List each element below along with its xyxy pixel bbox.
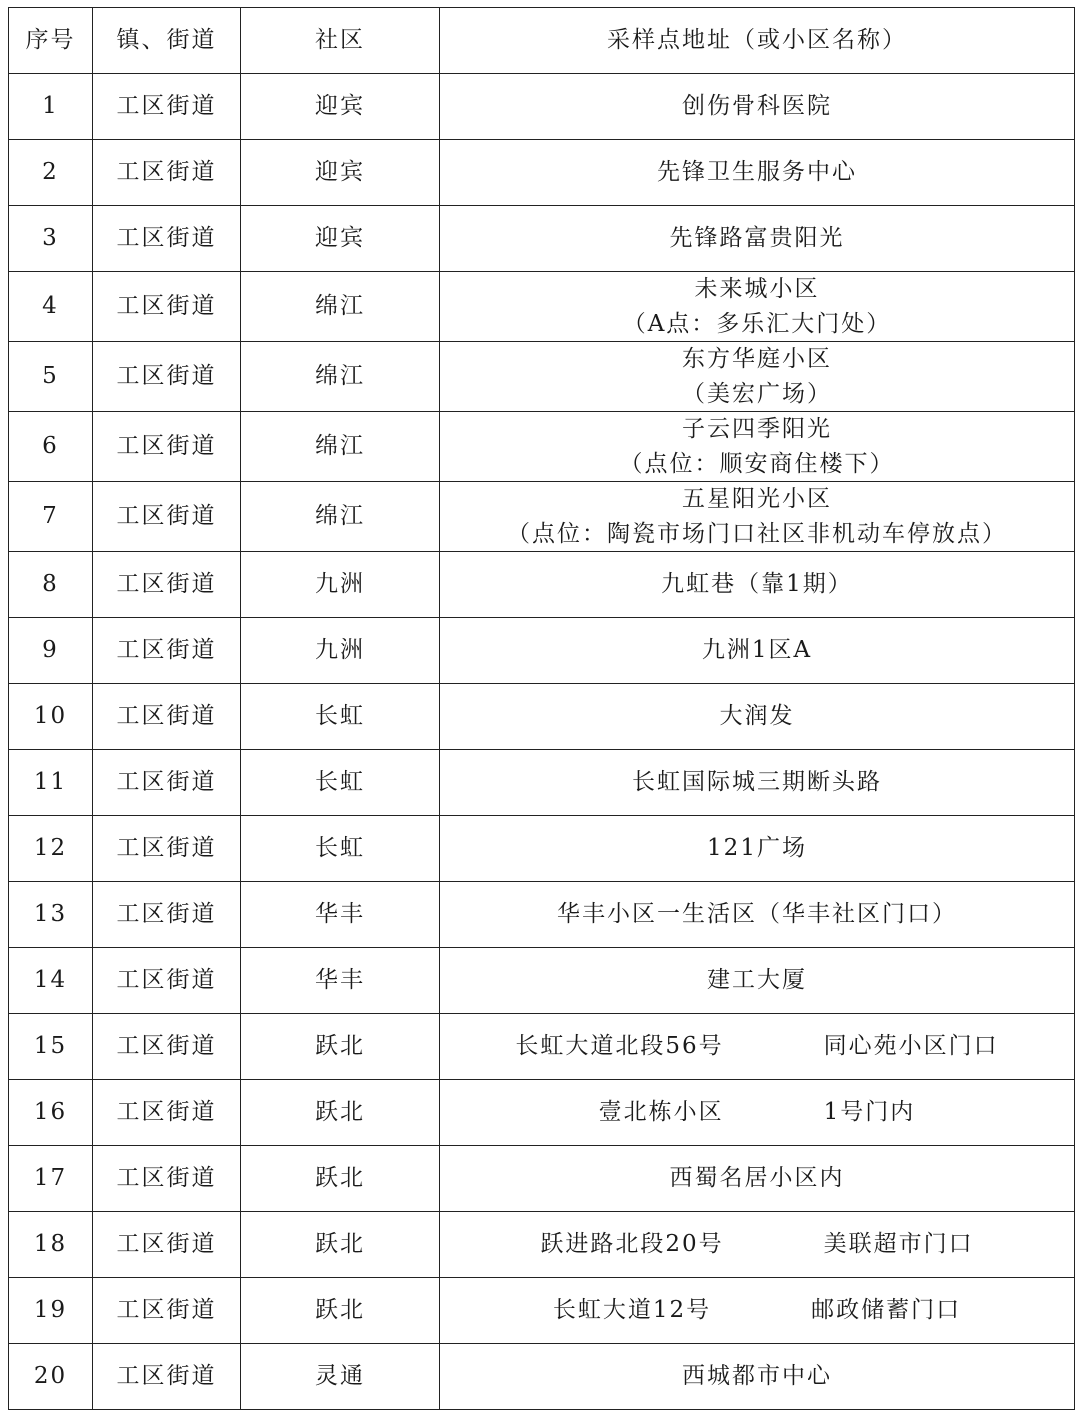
cell-address xyxy=(440,272,1075,342)
cell-community: 绵江 xyxy=(241,342,440,412)
table-row xyxy=(9,74,1075,140)
address-main: 九虹巷（靠1期） xyxy=(661,571,853,598)
address-main: 西蜀名居小区内 xyxy=(669,1165,845,1192)
cell-no: 2 xyxy=(9,140,93,206)
address-main: 华丰小区一生活区（华丰社区门口） xyxy=(557,901,957,928)
cell-street: 工区街道 xyxy=(93,1344,241,1410)
table-row xyxy=(9,1080,1075,1146)
address-main: 先锋路富贵阳光 xyxy=(669,225,845,252)
cell-community: 长虹 xyxy=(241,684,440,750)
cell-address xyxy=(440,1014,1075,1080)
header-address: 采样点地址（或小区名称） xyxy=(440,8,1075,74)
table-row xyxy=(9,482,1075,552)
cell-street: 工区街道 xyxy=(93,342,241,412)
table-row xyxy=(9,684,1075,750)
cell-address xyxy=(440,1080,1075,1146)
cell-street: 工区街道 xyxy=(93,882,241,948)
cell-street: 工区街道 xyxy=(93,948,241,1014)
address-detail: 同心苑小区门口 xyxy=(823,1033,999,1060)
address-main: 跃进路北段20号 xyxy=(540,1231,724,1258)
cell-no: 5 xyxy=(9,342,93,412)
cell-address xyxy=(440,482,1075,552)
cell-no: 12 xyxy=(9,816,93,882)
cell-street: 工区街道 xyxy=(93,140,241,206)
address-main: 长虹大道12号 xyxy=(552,1297,712,1324)
cell-address xyxy=(440,342,1075,412)
cell-community: 跃北 xyxy=(241,1212,440,1278)
address-main: 东方华庭小区 xyxy=(682,346,832,372)
address-detail: （美宏广场） xyxy=(682,380,832,407)
address-main: 建工大厦 xyxy=(707,967,807,994)
address-main: 未来城小区 xyxy=(694,276,820,302)
table-row xyxy=(9,618,1075,684)
address-main: 121广场 xyxy=(707,835,807,862)
address-main: 大润发 xyxy=(719,703,795,730)
cell-address xyxy=(440,552,1075,618)
cell-street: 工区街道 xyxy=(93,74,241,140)
table-row xyxy=(9,816,1075,882)
cell-no: 14 xyxy=(9,948,93,1014)
cell-address xyxy=(440,684,1075,750)
cell-address xyxy=(440,1212,1075,1278)
table-row xyxy=(9,1344,1075,1410)
cell-address xyxy=(440,1278,1075,1344)
address-main: 先锋卫生服务中心 xyxy=(657,159,857,186)
cell-street: 工区街道 xyxy=(93,750,241,816)
cell-community: 迎宾 xyxy=(241,74,440,140)
cell-community: 跃北 xyxy=(241,1014,440,1080)
cell-street: 工区街道 xyxy=(93,1212,241,1278)
cell-address xyxy=(440,618,1075,684)
table-row xyxy=(9,412,1075,482)
table-body xyxy=(9,74,1075,1410)
cell-no: 16 xyxy=(9,1080,93,1146)
cell-street: 工区街道 xyxy=(93,1014,241,1080)
cell-community: 绵江 xyxy=(241,482,440,552)
address-main: 九洲1区A xyxy=(701,637,813,664)
address-main: 长虹大道北段56号 xyxy=(515,1033,724,1060)
cell-no: 20 xyxy=(9,1344,93,1410)
table-row xyxy=(9,1014,1075,1080)
cell-street: 工区街道 xyxy=(93,482,241,552)
cell-street: 工区街道 xyxy=(93,1080,241,1146)
cell-community: 跃北 xyxy=(241,1080,440,1146)
table-row xyxy=(9,342,1075,412)
cell-address xyxy=(440,140,1075,206)
address-detail: （点位：顺安商住楼下） xyxy=(619,450,895,477)
cell-no: 17 xyxy=(9,1146,93,1212)
cell-no: 10 xyxy=(9,684,93,750)
cell-address xyxy=(440,882,1075,948)
cell-address xyxy=(440,948,1075,1014)
sampling-sites-table xyxy=(8,7,1075,1410)
table-row xyxy=(9,882,1075,948)
cell-address xyxy=(440,206,1075,272)
cell-no: 4 xyxy=(9,272,93,342)
cell-no: 6 xyxy=(9,412,93,482)
address-main: 子云四季阳光 xyxy=(682,416,832,442)
address-detail: （点位：陶瓷市场门口社区非机动车停放点） xyxy=(507,520,1007,547)
cell-street: 工区街道 xyxy=(93,816,241,882)
table-row xyxy=(9,948,1075,1014)
cell-address xyxy=(440,1344,1075,1410)
cell-no: 13 xyxy=(9,882,93,948)
cell-no: 9 xyxy=(9,618,93,684)
cell-community: 绵江 xyxy=(241,272,440,342)
header-no: 序号 xyxy=(9,8,93,74)
cell-street: 工区街道 xyxy=(93,272,241,342)
cell-street: 工区街道 xyxy=(93,618,241,684)
header-street: 镇、街道 xyxy=(93,8,241,74)
cell-no: 15 xyxy=(9,1014,93,1080)
address-detail: 美联超市门口 xyxy=(823,1231,974,1258)
address-main: 五星阳光小区 xyxy=(682,486,832,512)
address-detail: 1号门内 xyxy=(823,1099,916,1126)
table-row xyxy=(9,1278,1075,1344)
cell-community: 迎宾 xyxy=(241,140,440,206)
cell-no: 11 xyxy=(9,750,93,816)
header-community: 社区 xyxy=(241,8,440,74)
address-main: 壹北栋小区 xyxy=(598,1099,724,1126)
table-row xyxy=(9,750,1075,816)
address-main: 西城都市中心 xyxy=(682,1363,832,1390)
table-row xyxy=(9,206,1075,272)
cell-no: 18 xyxy=(9,1212,93,1278)
table-row xyxy=(9,140,1075,206)
cell-no: 8 xyxy=(9,552,93,618)
address-main: 创伤骨科医院 xyxy=(682,93,832,120)
cell-community: 绵江 xyxy=(241,412,440,482)
cell-no: 3 xyxy=(9,206,93,272)
address-detail: 邮政储蓄门口 xyxy=(811,1297,962,1324)
cell-address xyxy=(440,750,1075,816)
cell-no: 19 xyxy=(9,1278,93,1344)
cell-no: 7 xyxy=(9,482,93,552)
cell-street: 工区街道 xyxy=(93,684,241,750)
cell-community: 九洲 xyxy=(241,552,440,618)
cell-address xyxy=(440,1146,1075,1212)
cell-community: 跃北 xyxy=(241,1146,440,1212)
cell-street: 工区街道 xyxy=(93,1278,241,1344)
cell-community: 灵通 xyxy=(241,1344,440,1410)
table-row xyxy=(9,1146,1075,1212)
cell-no: 1 xyxy=(9,74,93,140)
cell-street: 工区街道 xyxy=(93,206,241,272)
cell-street: 工区街道 xyxy=(93,552,241,618)
cell-community: 华丰 xyxy=(241,948,440,1014)
cell-address xyxy=(440,816,1075,882)
table-header-row xyxy=(9,8,1075,74)
address-detail: （A点：多乐汇大门处） xyxy=(622,310,892,337)
cell-street: 工区街道 xyxy=(93,412,241,482)
cell-community: 迎宾 xyxy=(241,206,440,272)
table-row xyxy=(9,1212,1075,1278)
cell-community: 华丰 xyxy=(241,882,440,948)
cell-address xyxy=(440,412,1075,482)
cell-street: 工区街道 xyxy=(93,1146,241,1212)
table-row xyxy=(9,272,1075,342)
table-row xyxy=(9,552,1075,618)
cell-address xyxy=(440,74,1075,140)
address-main: 长虹国际城三期断头路 xyxy=(632,769,882,796)
cell-community: 九洲 xyxy=(241,618,440,684)
cell-community: 长虹 xyxy=(241,816,440,882)
cell-community: 跃北 xyxy=(241,1278,440,1344)
cell-community: 长虹 xyxy=(241,750,440,816)
